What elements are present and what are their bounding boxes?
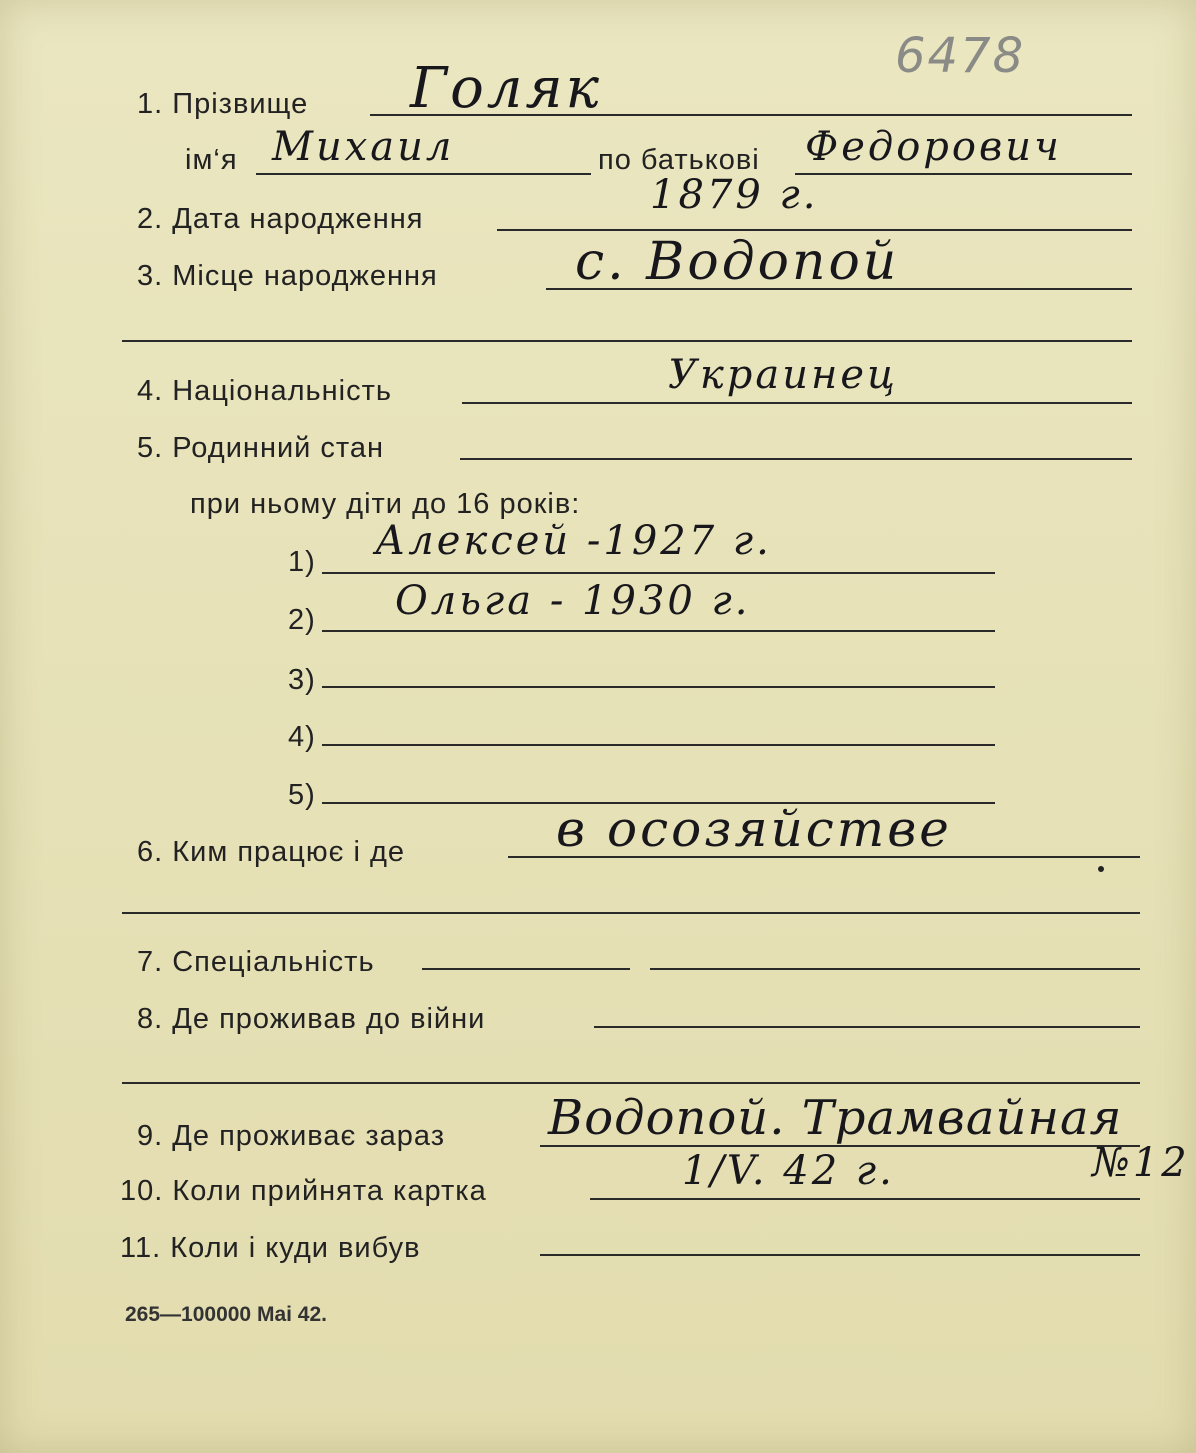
patronymic-line[interactable] [795, 173, 1132, 175]
birth-date-label: 2. Дата народження [137, 203, 424, 235]
print-mark: 265—100000 Mai 42. [125, 1303, 327, 1326]
occupation-label: 6. Ким працює і де [137, 836, 406, 868]
current-address-label: 9. Де проживає зараз [137, 1120, 446, 1152]
prewar-address-label: 8. Де проживав до війни [137, 1003, 486, 1035]
occupation-value: в осозяйстве [556, 800, 952, 858]
birth-date-line[interactable] [497, 229, 1132, 231]
child-line[interactable] [322, 572, 995, 574]
marital-status-label: 5. Родинний стан [137, 432, 385, 464]
specialty-line[interactable] [422, 968, 630, 970]
ink-dot [1098, 866, 1104, 872]
patronymic-value: Федорович [805, 124, 1062, 170]
child-value: Ольга - 1930 г. [395, 578, 751, 624]
child-number: 4) [288, 721, 316, 753]
surname-label: 1. Прізвище [137, 88, 309, 120]
first-name-line[interactable] [256, 173, 591, 175]
prewar-address-line-2[interactable] [122, 1082, 1140, 1084]
birth-place-value: с. Водопой [575, 232, 900, 292]
prewar-address-line[interactable] [594, 1026, 1140, 1028]
specialty-line-2[interactable] [650, 968, 1140, 970]
children-label: при ньому діти до 16 років: [190, 488, 581, 520]
child-line[interactable] [322, 630, 995, 632]
child-line[interactable] [322, 744, 995, 746]
birth-place-line-2[interactable] [122, 340, 1132, 342]
surname-value: Голяк [410, 56, 602, 121]
nationality-label: 4. Національність [137, 375, 393, 407]
first-name-value: Михаил [272, 124, 455, 170]
archive-number: 6478 [895, 28, 1026, 84]
departure-label: 11. Коли і куди вибув [120, 1232, 421, 1264]
birth-date-value: 1879 г. [650, 172, 819, 218]
card-accepted-line[interactable] [590, 1198, 1140, 1200]
child-value: Алексей -1927 г. [375, 518, 772, 564]
card-accepted-label: 10. Коли прийнята картка [120, 1175, 487, 1207]
child-number: 1) [288, 546, 316, 578]
departure-line[interactable] [540, 1254, 1140, 1256]
child-number: 3) [288, 664, 316, 696]
current-address-extra: №12 [1092, 1140, 1190, 1186]
occupation-line-2[interactable] [122, 912, 1140, 914]
current-address-value: Водопой. Трамвайная [548, 1090, 1123, 1146]
child-number: 2) [288, 604, 316, 636]
birth-place-label: 3. Місце народження [137, 260, 438, 292]
child-number: 5) [288, 779, 316, 811]
child-line[interactable] [322, 686, 995, 688]
nationality-line[interactable] [462, 402, 1132, 404]
marital-status-line[interactable] [460, 458, 1132, 460]
patronymic-label: по батькові [598, 144, 760, 176]
specialty-label: 7. Спеціальність [137, 946, 375, 978]
card-accepted-value: 1/V. 42 г. [682, 1148, 895, 1194]
first-name-label: ім‘я [185, 144, 238, 176]
nationality-value: Украинец [668, 352, 898, 398]
